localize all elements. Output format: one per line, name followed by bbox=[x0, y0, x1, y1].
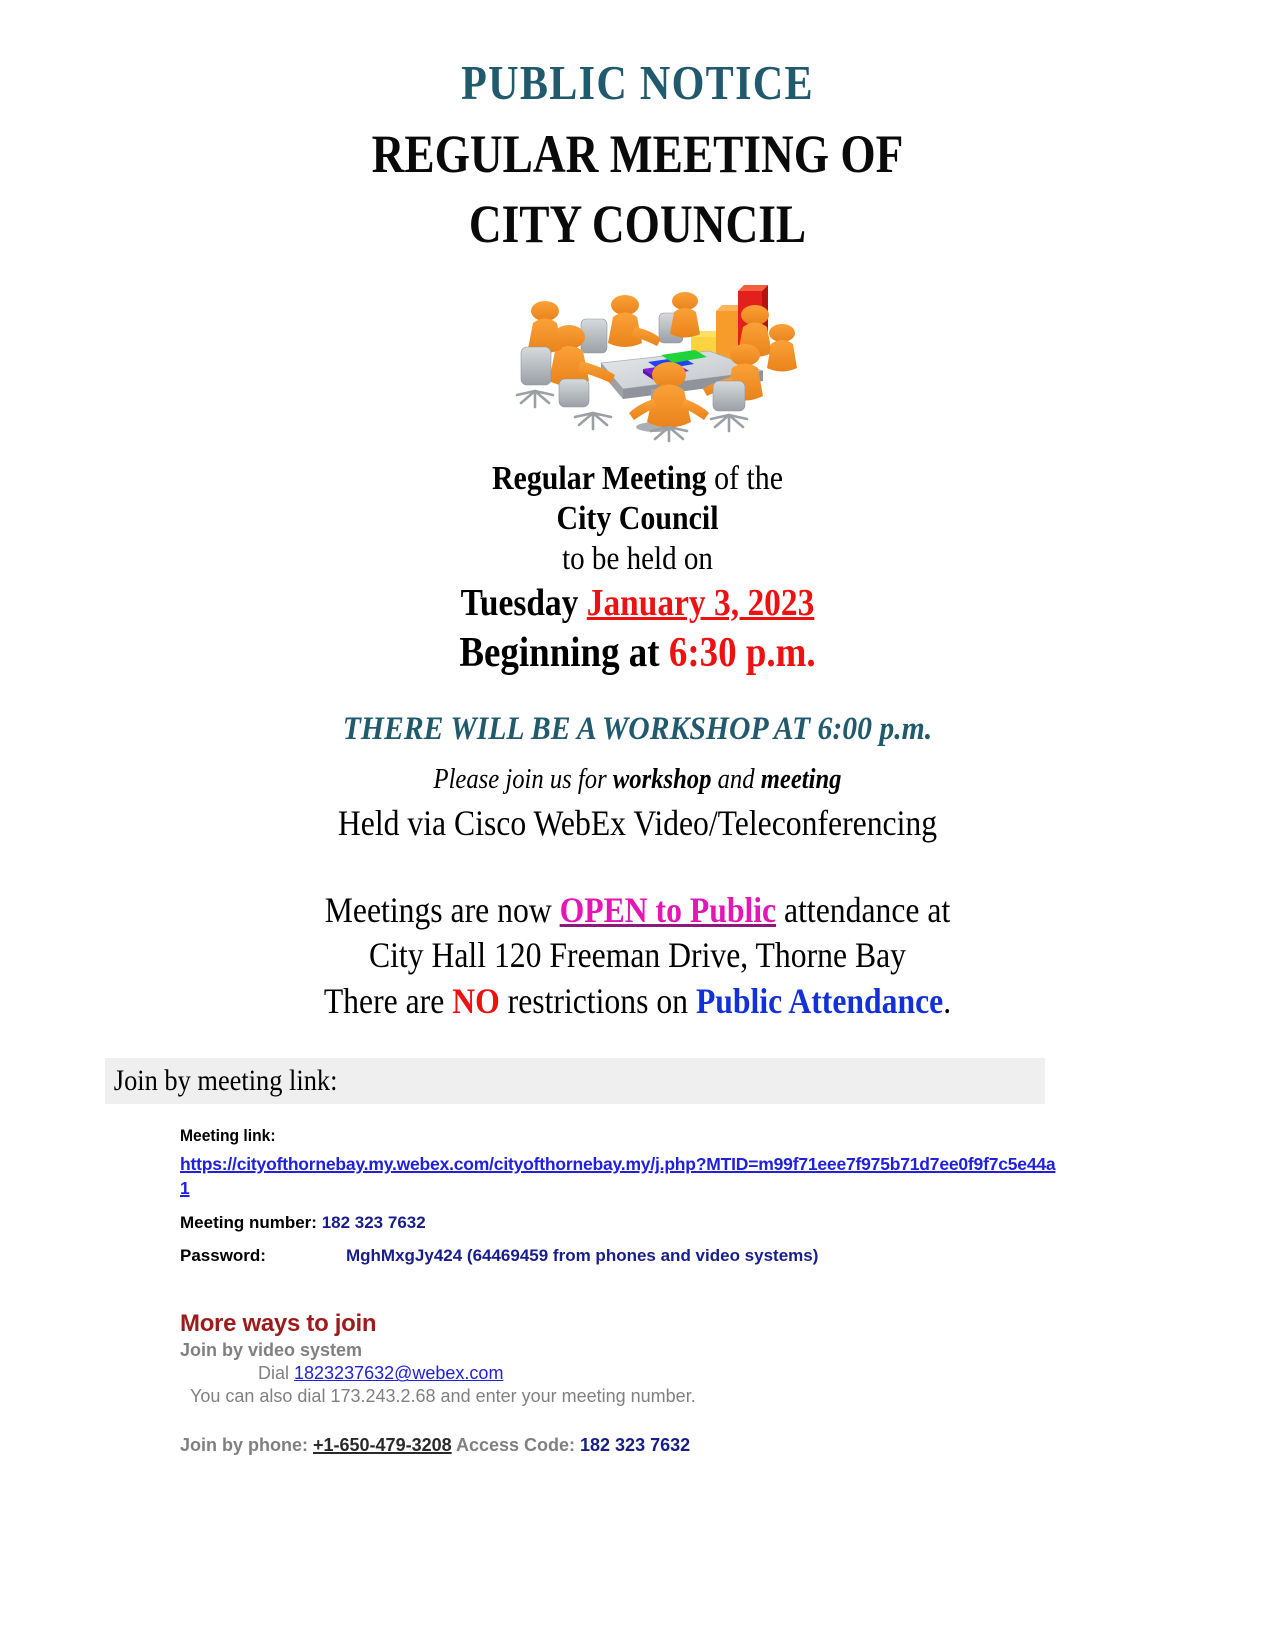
clipart-container bbox=[0, 263, 1275, 453]
more-ways-to-join-section bbox=[180, 1310, 1275, 1456]
restrictions-mid: restrictions on bbox=[499, 980, 696, 1021]
meeting-summary-block bbox=[0, 459, 1275, 679]
please-join-conjunction: and bbox=[711, 763, 761, 795]
meeting-date-line bbox=[77, 581, 1199, 626]
meeting-number-value: 182 323 7632 bbox=[321, 1213, 426, 1233]
title-line-2: CITY COUNCIL bbox=[468, 194, 807, 255]
please-join-prefix: Please join us for bbox=[433, 763, 613, 795]
meeting-line-3: to be held on bbox=[562, 540, 713, 577]
attendance-open-suffix: attendance at bbox=[776, 889, 951, 930]
restrictions-public-attendance: Public Attendance bbox=[695, 980, 944, 1021]
webex-details bbox=[180, 1126, 1275, 1266]
held-via-line: Held via Cisco WebEx Video/Teleconferencing bbox=[337, 802, 938, 843]
meeting-link-row bbox=[180, 1126, 1275, 1200]
meeting-line-2: City Council bbox=[556, 500, 719, 538]
join-by-phone-number[interactable]: +1-650-479-3208 bbox=[313, 1435, 452, 1456]
attendance-restrictions-line bbox=[77, 979, 1199, 1024]
meeting-line-1-rest: of the bbox=[706, 460, 784, 498]
access-code-label: Access Code: bbox=[451, 1435, 581, 1456]
also-dial-line: You can also dial 173.243.2.68 and enter your meeting number. bbox=[190, 1386, 696, 1407]
meeting-begin-label: Beginning at bbox=[459, 630, 669, 677]
please-join-meeting: meeting bbox=[760, 763, 842, 795]
password-row bbox=[180, 1246, 1275, 1266]
dial-video-row bbox=[180, 1363, 1275, 1384]
meeting-link-url[interactable]: https://cityofthornebay.my.webex.com/cityofthornebay.my/j.php?MTID=m99f71eee7f975b71d7ee0f9f7c5e44a1 bbox=[180, 1153, 1056, 1198]
restrictions-prefix: There are bbox=[323, 980, 453, 1021]
join-by-phone-label: Join by phone: bbox=[180, 1435, 313, 1456]
restrictions-no: NO bbox=[452, 980, 500, 1021]
meeting-time: 6:30 p.m. bbox=[668, 630, 816, 677]
attendance-open-line bbox=[77, 888, 1199, 933]
meeting-link-label: Meeting link: bbox=[180, 1125, 276, 1145]
restrictions-period: . bbox=[943, 980, 952, 1021]
meeting-line-1 bbox=[77, 459, 1199, 499]
page-title-public-notice: PUBLIC NOTICE bbox=[461, 55, 814, 110]
more-ways-title: More ways to join bbox=[180, 1310, 377, 1338]
please-join-line bbox=[77, 764, 1199, 796]
title-line-1: REGULAR MEETING OF bbox=[371, 124, 904, 184]
meeting-number-row bbox=[180, 1213, 1275, 1233]
attendance-address: City Hall 120 Freeman Drive, Thorne Bay bbox=[369, 935, 906, 976]
dial-label: Dial bbox=[258, 1363, 295, 1384]
meeting-day: Tuesday bbox=[460, 581, 587, 624]
dial-address-link[interactable]: 1823237632@webex.com bbox=[294, 1363, 504, 1384]
please-join-workshop: workshop bbox=[612, 763, 712, 795]
join-by-phone-row bbox=[180, 1435, 1275, 1456]
attendance-open-highlight: OPEN to Public bbox=[559, 889, 777, 930]
attendance-open-prefix: Meetings are now bbox=[324, 889, 560, 930]
join-by-video-system-label: Join by video system bbox=[180, 1340, 363, 1361]
meeting-line-1-bold: Regular Meeting bbox=[491, 460, 707, 498]
join-by-meeting-link-label: Join by meeting link: bbox=[113, 1063, 338, 1097]
password-value: MghMxgJy424 (64469459 from phones and video systems) bbox=[345, 1246, 819, 1266]
council-meeting-table-clipart bbox=[473, 263, 803, 453]
page-title-main bbox=[102, 107, 1173, 259]
workshop-notice: THERE WILL BE A WORKSHOP AT 6:00 p.m. bbox=[342, 710, 933, 747]
join-by-meeting-link-band bbox=[105, 1058, 1045, 1104]
meeting-time-line bbox=[77, 629, 1199, 679]
access-code-value: 182 323 7632 bbox=[580, 1435, 691, 1456]
meeting-number-label: Meeting number: bbox=[180, 1213, 317, 1233]
attendance-block bbox=[0, 888, 1275, 1024]
password-label: Password: bbox=[180, 1246, 266, 1266]
meeting-date: January 3, 2023 bbox=[586, 581, 815, 624]
